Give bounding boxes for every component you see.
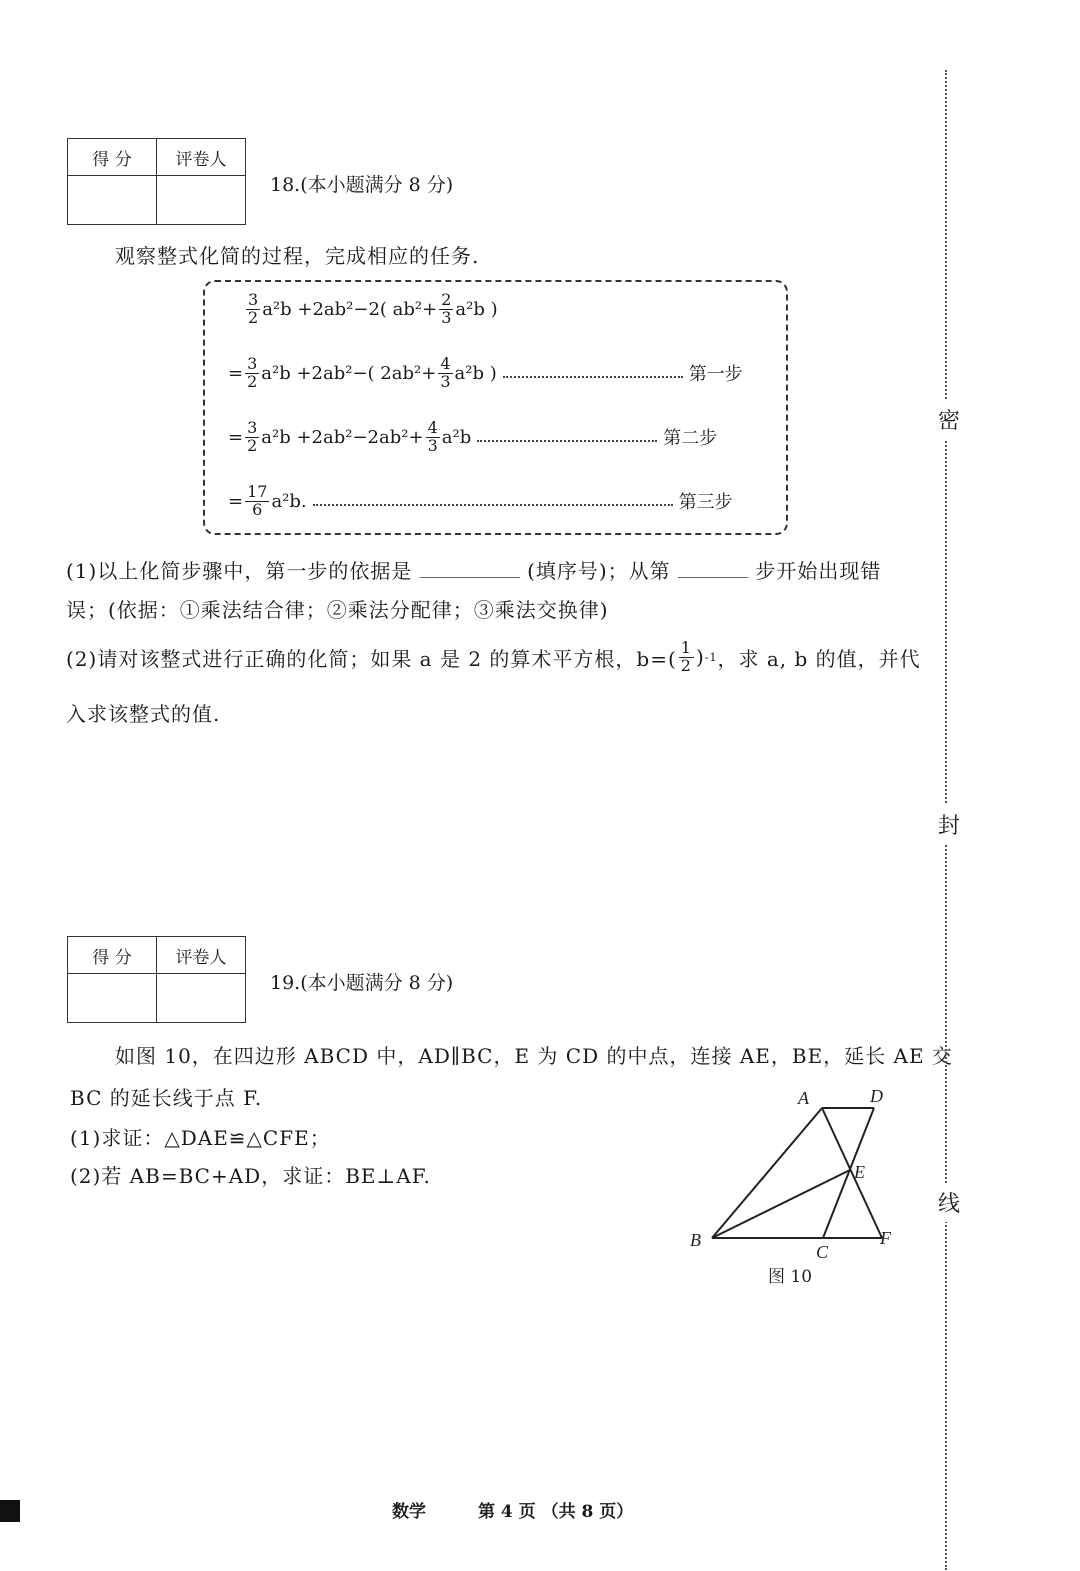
label-c: C: [816, 1242, 829, 1262]
label-b: B: [690, 1230, 701, 1250]
seal-char-xian: 线: [938, 1183, 960, 1222]
grader-label: 评卷人: [157, 139, 246, 176]
label-f: F: [880, 1228, 891, 1248]
question-19-heading: 19.(本小题满分 8 分): [270, 972, 454, 994]
label-a: A: [798, 1088, 809, 1108]
step-3-label: 第三步: [678, 492, 733, 514]
derivation-line-3: = $\frac{3}{2}$ a²b +2ab²−2ab²+ $\frac{4}{3}$ a²b 第二步: [228, 418, 718, 455]
step-1-label: 第一步: [688, 364, 743, 386]
score-label: 得 分: [68, 937, 157, 974]
derivation-line-1: $\frac{3}{2}$ a²b +2ab²−2( ab²+ $\frac{2}{3}$ a²b ): [248, 290, 498, 327]
label-e: E: [854, 1162, 865, 1182]
score-label: 得 分: [68, 139, 157, 176]
derivation-line-2: = $\frac{3}{2}$ a²b +2ab²−( 2ab²+ $\frac{4}{3}$ a²b ) 第一步: [228, 354, 743, 391]
footer-subject: 数学: [392, 1502, 426, 1522]
score-table-18: [67, 138, 246, 225]
label-d: D: [870, 1086, 883, 1106]
grader-label: 评卷人: [157, 937, 246, 974]
question-18-heading: 18.(本小题满分 8 分): [270, 174, 454, 196]
figure-10: [680, 1080, 910, 1290]
question-19-p2: BC 的延长线于点 F.: [70, 1086, 263, 1110]
question-19-task-2: (2)若 AB=BC+AD，求证：BE⊥AF.: [70, 1164, 431, 1188]
score-cell[interactable]: [68, 176, 157, 225]
task-18-2-cont: 入求该整式的值.: [66, 702, 221, 726]
step-2-label: 第二步: [663, 428, 718, 450]
answer-blank-basis[interactable]: [420, 577, 520, 578]
figure-caption: 图 10: [768, 1267, 813, 1287]
seal-char-mi: 密: [938, 400, 960, 439]
grader-cell[interactable]: [157, 974, 246, 1023]
footer-page: 第 4 页 （共 8 页）: [478, 1502, 634, 1522]
question-19-task-1: (1)求证：△DAE≌△CFE；: [70, 1126, 331, 1150]
seal-char-feng: 封: [938, 805, 960, 844]
question-19-p1: 如图 10，在四边形 ABCD 中，AD∥BC，E 为 CD 的中点，连接 AE，BE，延长 AE 交: [115, 1044, 953, 1068]
task-18-1: (1)以上化简步骤中，第一步的依据是 (填序号)；从第 步开始出现错: [66, 559, 882, 583]
derivation-line-4: = $\frac{17}{6}$ a²b. 第三步: [228, 482, 733, 519]
task-18-1-cont: 误；(依据：①乘法结合律；②乘法分配律；③乘法交换律): [66, 598, 609, 622]
segment-ab: [712, 1108, 822, 1238]
task-18-2: (2)请对该整式进行正确的化简；如果 a 是 2 的算术平方根，b=( $\frac{1}{2}$ ) -1 ，求 a, b 的值，并代: [66, 638, 921, 675]
answer-blank-step[interactable]: [678, 577, 748, 578]
corner-mark: [0, 1500, 20, 1522]
score-cell[interactable]: [68, 974, 157, 1023]
score-table-19: [67, 936, 246, 1023]
question-18-intro: 观察整式化简的过程，完成相应的任务.: [115, 244, 480, 268]
segment-be: [712, 1170, 850, 1238]
grader-cell[interactable]: [157, 176, 246, 225]
